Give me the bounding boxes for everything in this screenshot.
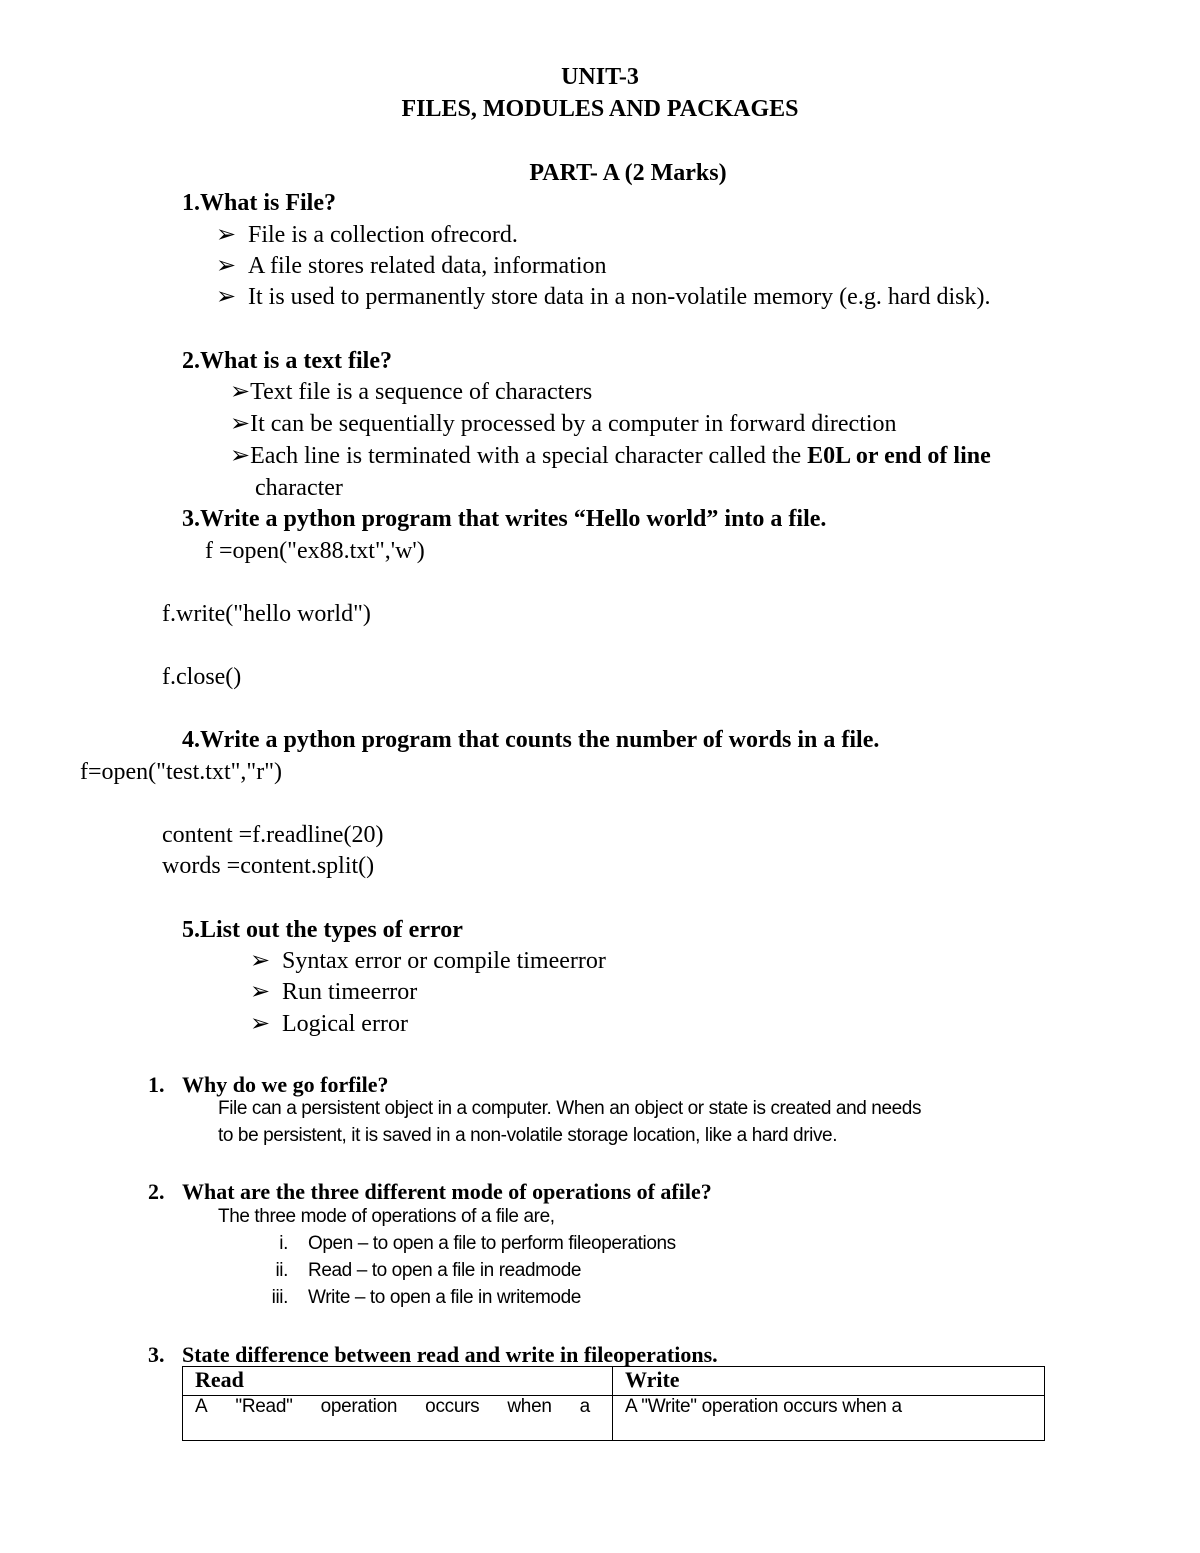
arrow-bullet-icon: ➢ <box>250 1011 271 1037</box>
table-header-write: Write <box>613 1367 1045 1396</box>
section-2-title: 2. What are the three different mode of operations of afile? <box>148 1179 712 1204</box>
q2-bullet-2: ➢It can be sequentially processed by a computer in forward direction <box>230 411 897 437</box>
question-1-title: 1.What is File? <box>182 190 336 216</box>
table-header-row <box>183 1367 1045 1396</box>
arrow-bullet-icon: ➢ <box>230 411 251 437</box>
q1-bullet-1: ➢ File is a collection ofrecord. <box>216 222 518 248</box>
s2-mode-item: iii. Write – to open a file in writemode <box>271 1287 581 1308</box>
question-5-title: 5.List out the types of error <box>182 917 463 943</box>
s2-mode-item: i. Open – to open a file to perform fileoperations <box>279 1233 676 1254</box>
q2-bullet-3-continuation: character <box>255 475 343 501</box>
question-3-title: 3.Write a python program that writes “Hello world” into a file. <box>182 506 827 532</box>
arrow-bullet-icon: ➢ <box>216 284 237 310</box>
table-cell-write: A "Write" operation occurs when a <box>613 1396 1045 1441</box>
question-4-title: 4.Write a python program that counts the number of words in a file. <box>182 727 880 753</box>
question-2-title: 2.What is a text file? <box>182 348 392 374</box>
document-title: FILES, MODULES AND PACKAGES <box>401 96 799 122</box>
q4-code-line-2: content =f.readline(20) <box>162 822 384 848</box>
arrow-bullet-icon: ➢ <box>216 253 237 279</box>
arrow-bullet-icon: ➢ <box>230 379 251 405</box>
arrow-bullet-icon: ➢ <box>216 222 237 248</box>
q5-bullet-3: ➢ Logical error <box>250 1011 408 1037</box>
s1-answer-line-1: File can a persistent object in a computer. When an object or state is created and needs <box>218 1098 922 1119</box>
q1-bullet-3: ➢ It is used to permanently store data in a non-volatile memory (e.g. hard disk). <box>216 284 991 310</box>
read-write-difference-table <box>182 1366 1045 1441</box>
table-row <box>183 1396 1045 1441</box>
q3-code-line-2: f.write("hello world") <box>162 601 371 627</box>
s2-intro: The three mode of operations of a file are, <box>218 1206 555 1227</box>
q5-bullet-1: ➢ Syntax error or compile timeerror <box>250 948 606 974</box>
q1-bullet-2: ➢ A file stores related data, information <box>216 253 607 279</box>
arrow-bullet-icon: ➢ <box>250 948 271 974</box>
q3-code-line-1: f =open("ex88.txt",'w') <box>205 538 425 564</box>
part-heading: PART- A (2 Marks) <box>529 160 727 186</box>
s2-mode-item: ii. Read – to open a file in readmode <box>275 1260 582 1281</box>
q3-code-line-3: f.close() <box>162 664 242 690</box>
arrow-bullet-icon: ➢ <box>250 979 271 1005</box>
section-1-title: 1. Why do we go forfile? <box>148 1072 389 1097</box>
arrow-bullet-icon: ➢ <box>230 443 251 469</box>
q5-bullet-2: ➢ Run timeerror <box>250 979 418 1005</box>
q2-bullet-3: ➢Each line is terminated with a special character called the E0L or end of line <box>230 443 991 469</box>
s1-answer-line-2: to be persistent, it is saved in a non-volatile storage location, like a hard drive. <box>218 1125 838 1146</box>
table-cell-read: A "Read" operation occurs when a <box>183 1396 613 1441</box>
q4-code-line-1: f=open("test.txt","r") <box>80 759 283 785</box>
section-3-title: 3. State difference between read and write in fileoperations. <box>148 1342 718 1367</box>
q4-code-line-3: words =content.split() <box>162 853 375 879</box>
table-header-read: Read <box>183 1367 613 1396</box>
unit-heading: UNIT-3 <box>561 64 639 90</box>
q2-bullet-1: ➢Text file is a sequence of characters <box>230 379 593 405</box>
